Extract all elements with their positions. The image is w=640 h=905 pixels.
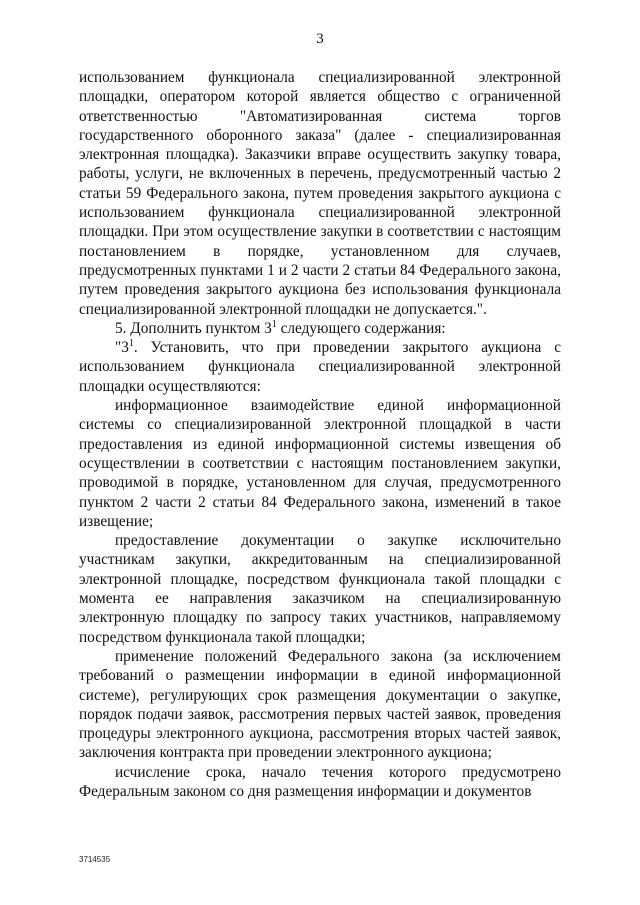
item-5-suffix: следующего содержания: <box>276 319 446 337</box>
item-5-superscript: 1 <box>271 318 277 330</box>
page-number: 3 <box>316 31 324 47</box>
item-3-1-prefix: "3 <box>115 339 129 357</box>
paragraph-law-provisions: применение положений Федерального закона (за исключением требований о размещении информации в единой информационной системе), регулирующих срок размещения документации о закупке, порядок подачи заявок, рассмотрения первых частей заявок, проведения процедуры электронного аукциона, рассмотрения вторых частей заявок, заключения контракта при проведении электронного аукциона; <box>79 647 561 762</box>
paragraph-continuation: использованием функционала специализированной электронной площадки, оператором которой является общество с ограниченной ответственностью "Автоматизированная система торгов государственного оборонного заказа" (далее - специализированная электронная площадка). Заказчики вправе осуществить закупку товара, работы, услуги, не включенных в перечень, предусмотренный частью 2 статьи 59 Федерального закона, путем проведения закрытого аукциона с использованием функционала специализированной электронной площадки. При этом осуществление закупки в соответствии с настоящим постановлением в порядке, установленном для случаев, предусмотренных пунктами 1 и 2 части 2 статьи 84 Федерального закона, путем проведения закрытого аукциона без использования функционала специализированной электронной площадки не допускается.". <box>79 69 561 318</box>
item-5-prefix: 5. Дополнить пунктом 3 <box>115 319 272 337</box>
document-body <box>79 68 561 801</box>
paragraph-item-3-1 <box>79 338 561 396</box>
item-3-1-suffix: . Установить, что при проведении закрытого аукциона с использованием функционала специализированной электронной площадки осуществляются: <box>79 339 561 395</box>
document-code: 3714535 <box>79 855 111 864</box>
paragraph-term-calculation: исчисление срока, начало течения которого предусмотрено Федеральным законом со дня размещения информации и документов <box>79 763 561 800</box>
paragraph-information-exchange: информационное взаимодействие единой информационной системы со специализированной электронной площадкой в части предоставления из единой информационной системы извещения об осуществлении в соответствии с настоящим постановлением закупки, проводимой в порядке, установленном для случая, предусмотренного пунктом 2 части 2 статьи 84 Федерального закона, изменений в такое извещение; <box>79 397 561 530</box>
paragraph-item-5 <box>79 319 561 338</box>
item-3-1-superscript: 1 <box>128 338 134 350</box>
paragraph-documentation-provision: предоставление документации о закупке исключительно участникам закупки, аккредитованным на специализированной электронной площадке, посредством функционала такой площадки с момента ее направления заказчиком на специализированную электронную площадку по запросу таких участников, направляемому посредством функционала такой площадки; <box>79 532 561 646</box>
